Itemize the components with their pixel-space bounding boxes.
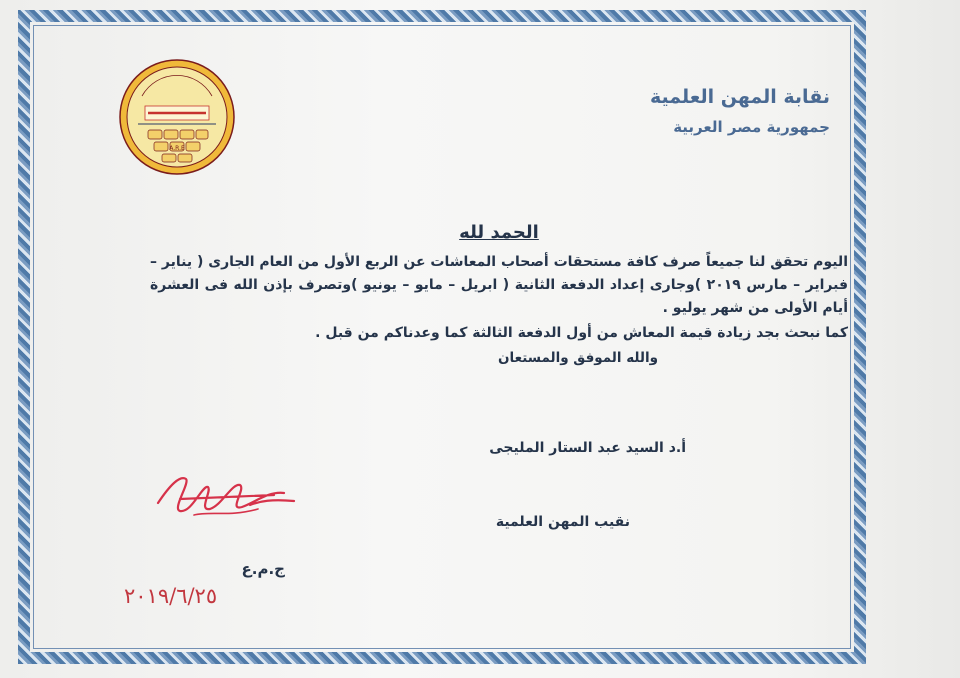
handwritten-signature xyxy=(150,465,300,525)
country-name: جمهورية مصر العربية xyxy=(673,118,830,136)
main-paragraph: اليوم تحقق لنا جميعاً صرف كافة مستحقات أصحاب المعاشات عن الربع الأول من العام الجارى ( يناير –فبراير – مارس ٢٠١٩ )وجارى إعداد الدفعة الثانية ( ابريل – مايو – يونيو )وتصرف بإذن الله فى العشرة أيام الأولى من شهر يوليو . xyxy=(150,254,848,316)
signer-name: أ.د السيد عبد الستار المليجى xyxy=(489,440,686,456)
closing-line: والله الموفق والمستعان xyxy=(497,350,658,366)
handwritten-date: ٢٠١٩/٦/٢٥ xyxy=(124,584,218,608)
letterhead xyxy=(650,86,830,136)
syndicate-logo xyxy=(118,58,236,176)
second-paragraph: كما نبحث بجد زيادة قيمة المعاش من أول الدفعة الثالثة كما وعدناكم من قبل . xyxy=(315,325,848,341)
svg-text:A.R.E: A.R.E xyxy=(169,145,185,152)
signer-title: نقيب المهن العلمية xyxy=(495,514,630,530)
country-abbreviation: ج.م.ع xyxy=(241,560,285,578)
letter-body xyxy=(150,222,848,370)
organization-name: نقابة المهن العلمية xyxy=(650,86,830,108)
letter-title: الحمد لله xyxy=(459,222,539,243)
